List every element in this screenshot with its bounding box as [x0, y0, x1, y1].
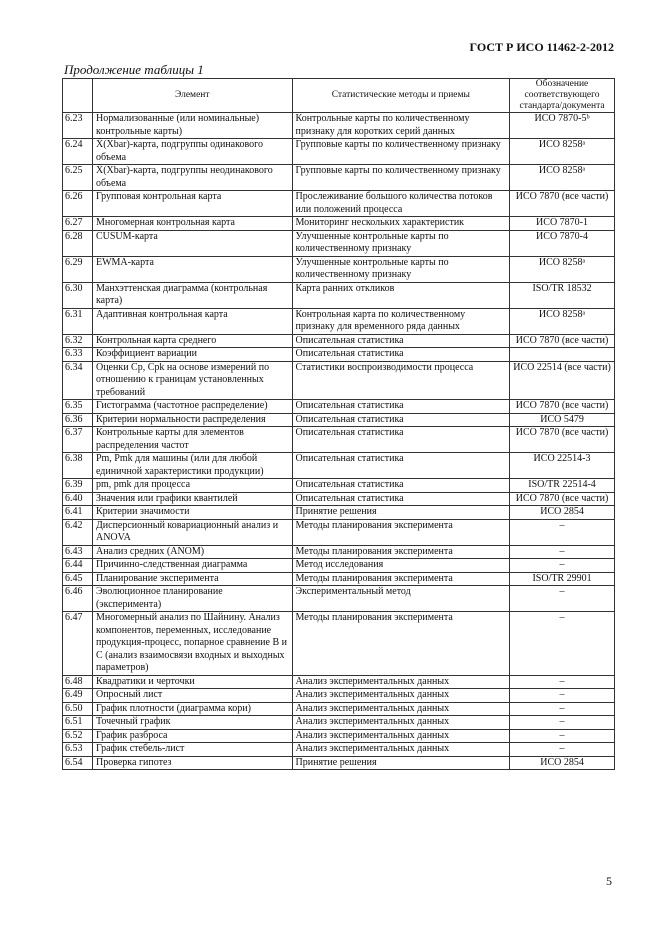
row-standard: ИСО 2854	[510, 756, 615, 770]
table-row	[63, 545, 615, 559]
row-number: 6.49	[63, 689, 93, 703]
row-number: 6.36	[63, 413, 93, 427]
row-method: Анализ экспериментальных данных	[292, 702, 510, 716]
table-row	[63, 427, 615, 453]
row-method: Карта ранних откликов	[292, 282, 510, 308]
table-row	[63, 348, 615, 362]
table-row	[63, 756, 615, 770]
row-number: 6.34	[63, 361, 93, 400]
row-number: 6.51	[63, 716, 93, 730]
row-number: 6.44	[63, 559, 93, 573]
row-method: Анализ экспериментальных данных	[292, 689, 510, 703]
row-element: Адаптивная контрольная карта	[92, 308, 292, 334]
table-row	[63, 716, 615, 730]
row-method: Описательная статистика	[292, 348, 510, 362]
page-number: 5	[606, 874, 612, 888]
row-standard: ИСО 5479	[510, 413, 615, 427]
row-number: 6.28	[63, 230, 93, 256]
row-standard: –	[510, 586, 615, 612]
row-method: Описательная статистика	[292, 334, 510, 348]
table-row	[63, 308, 615, 334]
row-method: Прослеживание большого количества потоков или положений процесса	[292, 191, 510, 217]
row-method: Анализ экспериментальных данных	[292, 716, 510, 730]
row-element: Нормализованные (или номинальные) контрольные карты)	[92, 113, 292, 139]
table-body	[63, 113, 615, 770]
row-method: Описательная статистика	[292, 492, 510, 506]
row-element: Контрольная карта среднего	[92, 334, 292, 348]
row-standard: ИСО 8258ᵃ	[510, 139, 615, 165]
row-standard: ISO/TR 29901	[510, 572, 615, 586]
table-header-row	[63, 79, 615, 113]
row-method: Экспериментальный метод	[292, 586, 510, 612]
row-standard: ИСО 8258ᵃ	[510, 308, 615, 334]
row-number: 6.48	[63, 675, 93, 689]
row-standard: –	[510, 716, 615, 730]
table-row	[63, 612, 615, 676]
table-row	[63, 743, 615, 757]
row-element: График стебель-лист	[92, 743, 292, 757]
row-method: Методы планирования эксперимента	[292, 545, 510, 559]
row-method: Описательная статистика	[292, 413, 510, 427]
row-element: Коэффициент вариации	[92, 348, 292, 362]
row-element: Квадратики и черточки	[92, 675, 292, 689]
row-number: 6.52	[63, 729, 93, 743]
table-row	[63, 519, 615, 545]
row-standard: ИСО 7870 (все части)	[510, 400, 615, 414]
table-row	[63, 413, 615, 427]
row-element: Гистограмма (частотное распределение)	[92, 400, 292, 414]
table-row	[63, 702, 615, 716]
row-element: Эволюционное планирование (эксперимента)	[92, 586, 292, 612]
table-continuation-caption: Продолжение таблицы 1	[64, 62, 204, 77]
row-number: 6.33	[63, 348, 93, 362]
row-standard: –	[510, 675, 615, 689]
row-number: 6.53	[63, 743, 93, 757]
table-row	[63, 139, 615, 165]
row-number: 6.32	[63, 334, 93, 348]
row-method: Принятие решения	[292, 756, 510, 770]
row-element: Опросный лист	[92, 689, 292, 703]
row-method: Контрольные карты по количественному признаку для коротких серий данных	[292, 113, 510, 139]
row-standard: ИСО 7870 (все части)	[510, 492, 615, 506]
row-method: Описательная статистика	[292, 400, 510, 414]
table-row	[63, 675, 615, 689]
row-element: Манхэттенская диаграмма (контрольная карта)	[92, 282, 292, 308]
row-element: Pm, Pmk для машины (или для любой единичной характеристики продукции)	[92, 453, 292, 479]
table-row	[63, 191, 615, 217]
row-element: График плотности (диаграмма кори)	[92, 702, 292, 716]
row-element: Дисперсионный ковариационный анализ и ANOVA	[92, 519, 292, 545]
table-row	[63, 282, 615, 308]
row-standard: ИСО 8258ᵃ	[510, 256, 615, 282]
row-method: Описательная статистика	[292, 479, 510, 493]
table-row	[63, 400, 615, 414]
row-element: График разброса	[92, 729, 292, 743]
row-standard	[510, 348, 615, 362]
row-element: Критерии значимости	[92, 506, 292, 520]
table-row	[63, 729, 615, 743]
row-standard: ISO/TR 22514-4	[510, 479, 615, 493]
row-number: 6.40	[63, 492, 93, 506]
row-method: Контрольная карта по количественному признаку для временного ряда данных	[292, 308, 510, 334]
row-standard: ИСО 7870-4	[510, 230, 615, 256]
row-number: 6.27	[63, 217, 93, 231]
row-method: Описательная статистика	[292, 453, 510, 479]
row-method: Групповые карты по количественному признаку	[292, 139, 510, 165]
row-number: 6.29	[63, 256, 93, 282]
table-row	[63, 230, 615, 256]
row-method: Принятие решения	[292, 506, 510, 520]
row-element: Точечный график	[92, 716, 292, 730]
row-element: Критерии нормальности распределения	[92, 413, 292, 427]
row-method: Улучшенные контрольные карты по количественному признаку	[292, 230, 510, 256]
row-element: Проверка гипотез	[92, 756, 292, 770]
row-number: 6.25	[63, 165, 93, 191]
row-method: Методы планирования эксперимента	[292, 612, 510, 676]
row-number: 6.43	[63, 545, 93, 559]
row-number: 6.46	[63, 586, 93, 612]
row-number: 6.26	[63, 191, 93, 217]
row-element: Оценки Cp, Cpk на основе измерений по отношению к границам установленных требований	[92, 361, 292, 400]
row-method: Анализ экспериментальных данных	[292, 675, 510, 689]
row-standard: ИСО 22514-3	[510, 453, 615, 479]
row-number: 6.47	[63, 612, 93, 676]
row-standard: –	[510, 689, 615, 703]
row-element: X̄(Xbar)-карта, подгруппы одинакового объема	[92, 139, 292, 165]
row-method: Анализ экспериментальных данных	[292, 743, 510, 757]
row-standard: –	[510, 743, 615, 757]
row-number: 6.37	[63, 427, 93, 453]
row-method: Мониторинг нескольких характеристик	[292, 217, 510, 231]
table-row	[63, 453, 615, 479]
table-row	[63, 572, 615, 586]
row-method: Метод исследования	[292, 559, 510, 573]
row-standard: ИСО 7870 (все части)	[510, 191, 615, 217]
row-standard: –	[510, 545, 615, 559]
row-number: 6.23	[63, 113, 93, 139]
row-method: Методы планирования эксперимента	[292, 572, 510, 586]
table-row	[63, 689, 615, 703]
row-standard: –	[510, 559, 615, 573]
row-element: Анализ средних (ANOM)	[92, 545, 292, 559]
row-standard: ИСО 2854	[510, 506, 615, 520]
row-method: Групповые карты по количественному признаку	[292, 165, 510, 191]
table-row	[63, 217, 615, 231]
table-row	[63, 479, 615, 493]
column-header-method: Статистические методы и приемы	[292, 79, 510, 113]
table-row	[63, 361, 615, 400]
row-element: Планирование эксперимента	[92, 572, 292, 586]
row-standard: ИСО 22514 (все части)	[510, 361, 615, 400]
row-element: EWMA-карта	[92, 256, 292, 282]
table-row	[63, 506, 615, 520]
row-method: Описательная статистика	[292, 427, 510, 453]
row-method: Методы планирования эксперимента	[292, 519, 510, 545]
document-standard-header: ГОСТ Р ИСО 11462-2-2012	[469, 40, 614, 54]
row-standard: ИСО 8258ᵃ	[510, 165, 615, 191]
row-element: Контрольные карты для элементов распределения частот	[92, 427, 292, 453]
row-standard: ИСО 7870 (все части)	[510, 334, 615, 348]
row-standard: –	[510, 729, 615, 743]
table-row	[63, 165, 615, 191]
row-standard: ИСО 7870-1	[510, 217, 615, 231]
table-row	[63, 256, 615, 282]
table-row	[63, 113, 615, 139]
row-number: 6.30	[63, 282, 93, 308]
row-method: Статистики воспроизводимости процесса	[292, 361, 510, 400]
row-element: CUSUM-карта	[92, 230, 292, 256]
row-standard: ISO/TR 18532	[510, 282, 615, 308]
row-method: Анализ экспериментальных данных	[292, 729, 510, 743]
table-row	[63, 492, 615, 506]
row-element: Причинно-следственная диаграмма	[92, 559, 292, 573]
row-number: 6.42	[63, 519, 93, 545]
row-element: Групповая контрольная карта	[92, 191, 292, 217]
table-row	[63, 586, 615, 612]
row-element: Многомерная контрольная карта	[92, 217, 292, 231]
table-row	[63, 334, 615, 348]
standards-table	[62, 78, 615, 770]
row-number: 6.39	[63, 479, 93, 493]
row-number: 6.45	[63, 572, 93, 586]
row-standard: –	[510, 702, 615, 716]
row-number: 6.54	[63, 756, 93, 770]
row-standard: ИСО 7870-5ᵇ	[510, 113, 615, 139]
row-number: 6.31	[63, 308, 93, 334]
row-standard: –	[510, 612, 615, 676]
row-standard: –	[510, 519, 615, 545]
row-number: 6.35	[63, 400, 93, 414]
row-method: Улучшенные контрольные карты по количественному признаку	[292, 256, 510, 282]
row-number: 6.50	[63, 702, 93, 716]
row-element: X̄(Xbar)-карта, подгруппы неодинакового объема	[92, 165, 292, 191]
row-standard: ИСО 7870 (все части)	[510, 427, 615, 453]
row-number: 6.38	[63, 453, 93, 479]
table-row	[63, 559, 615, 573]
column-header-number	[63, 79, 93, 113]
row-number: 6.41	[63, 506, 93, 520]
column-header-standard: Обозначение соответствующего стандарта/документа	[510, 79, 615, 113]
row-element: Значения или графики квантилей	[92, 492, 292, 506]
row-element: pm, pmk для процесса	[92, 479, 292, 493]
row-number: 6.24	[63, 139, 93, 165]
row-element: Многомерный анализ по Шайнину. Анализ компонентов, переменных, исследование продукция-процесс, попарное сравнение B и C (анализ взаимосвязи входных и выходных параметров)	[92, 612, 292, 676]
column-header-element: Элемент	[92, 79, 292, 113]
